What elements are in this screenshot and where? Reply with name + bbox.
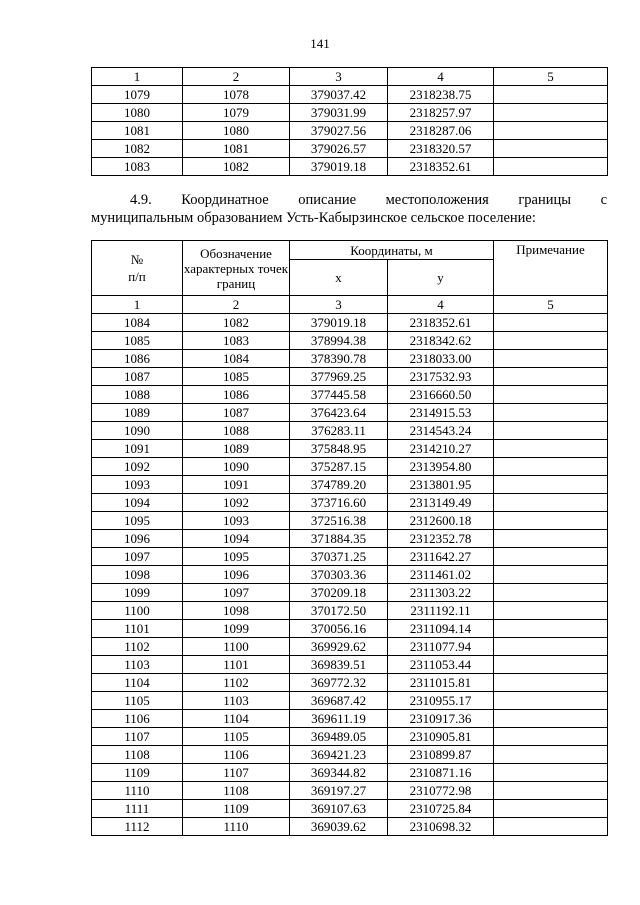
table-cell: 4 bbox=[388, 68, 494, 86]
table-cell: 370303.36 bbox=[290, 566, 388, 584]
section-number: 4.9. bbox=[130, 192, 152, 208]
table-cell: 2 bbox=[183, 296, 290, 314]
table-cell bbox=[494, 350, 608, 368]
table-cell: 1111 bbox=[92, 800, 183, 818]
table-row bbox=[92, 692, 608, 710]
table-cell: 1093 bbox=[92, 476, 183, 494]
table-cell: 2311015.81 bbox=[388, 674, 494, 692]
table-cell: 1106 bbox=[92, 710, 183, 728]
table-cell: 1096 bbox=[92, 530, 183, 548]
table-cell: 5 bbox=[494, 68, 608, 86]
table-cell: 1108 bbox=[183, 782, 290, 800]
table-cell: 1096 bbox=[183, 566, 290, 584]
table-cell: 1100 bbox=[183, 638, 290, 656]
table-cell bbox=[494, 620, 608, 638]
table-cell: 1079 bbox=[183, 104, 290, 122]
table-cell: 1098 bbox=[183, 602, 290, 620]
page-number: 141 bbox=[310, 36, 330, 51]
table-cell: 2318342.62 bbox=[388, 332, 494, 350]
table-cell bbox=[494, 494, 608, 512]
table-cell: 1078 bbox=[183, 86, 290, 104]
table-cell: 369611.19 bbox=[290, 710, 388, 728]
table-cell: 1090 bbox=[183, 458, 290, 476]
table-cell: 1109 bbox=[92, 764, 183, 782]
table-cell: 369929.62 bbox=[290, 638, 388, 656]
table-cell bbox=[494, 458, 608, 476]
table-row bbox=[92, 104, 608, 122]
table-cell: 1092 bbox=[92, 458, 183, 476]
table-cell: 1110 bbox=[183, 818, 290, 836]
table-row bbox=[92, 728, 608, 746]
table-cell: 1103 bbox=[92, 656, 183, 674]
table-cell: 2318033.00 bbox=[388, 350, 494, 368]
table-cell bbox=[494, 746, 608, 764]
table-row bbox=[92, 746, 608, 764]
table-row bbox=[92, 620, 608, 638]
section-heading-line2: муниципальным образованием Усть-Кабырзинское сельское поселение: bbox=[91, 210, 536, 226]
header-y: y bbox=[388, 260, 494, 296]
table-cell: 369421.23 bbox=[290, 746, 388, 764]
header-number-symbol: № bbox=[130, 252, 144, 267]
header-number bbox=[92, 241, 183, 296]
table-cell: 1101 bbox=[92, 620, 183, 638]
table-cell: 1095 bbox=[183, 548, 290, 566]
table-cell: 1107 bbox=[92, 728, 183, 746]
table-cell bbox=[494, 764, 608, 782]
section-word: границы bbox=[518, 192, 572, 208]
table-cell bbox=[494, 158, 608, 176]
table-cell: 1106 bbox=[183, 746, 290, 764]
table-cell: 1105 bbox=[92, 692, 183, 710]
table-cell: 1091 bbox=[92, 440, 183, 458]
table-cell bbox=[494, 440, 608, 458]
table-cell: 4 bbox=[388, 296, 494, 314]
table-cell: 2310955.17 bbox=[388, 692, 494, 710]
table-cell: 377969.25 bbox=[290, 368, 388, 386]
table-cell: 2311077.94 bbox=[388, 638, 494, 656]
table-row bbox=[92, 548, 608, 566]
table-cell: 369687.42 bbox=[290, 692, 388, 710]
table-cell: 369107.63 bbox=[290, 800, 388, 818]
table-cell: 2 bbox=[183, 68, 290, 86]
table-cell: 1083 bbox=[183, 332, 290, 350]
table-cell bbox=[494, 422, 608, 440]
table-cell: 2310871.16 bbox=[388, 764, 494, 782]
table-cell: 1102 bbox=[92, 638, 183, 656]
table-cell bbox=[494, 584, 608, 602]
table-cell: 1100 bbox=[92, 602, 183, 620]
table-cell: 369344.82 bbox=[290, 764, 388, 782]
table-cell: 2310725.84 bbox=[388, 800, 494, 818]
coordinates-table bbox=[91, 240, 608, 836]
table-cell: 1087 bbox=[183, 404, 290, 422]
table-row bbox=[92, 656, 608, 674]
table-cell: 2311642.27 bbox=[388, 548, 494, 566]
table-cell bbox=[494, 104, 608, 122]
table-cell: 1088 bbox=[92, 386, 183, 404]
table-row bbox=[92, 818, 608, 836]
table-cell: 2310772.98 bbox=[388, 782, 494, 800]
table-cell: 1094 bbox=[183, 530, 290, 548]
table-cell: 375287.15 bbox=[290, 458, 388, 476]
table-cell bbox=[494, 404, 608, 422]
table-cell: 2310905.81 bbox=[388, 728, 494, 746]
table-cell: 2311192.11 bbox=[388, 602, 494, 620]
table-cell: 1082 bbox=[183, 158, 290, 176]
table-cell bbox=[494, 140, 608, 158]
table-index-row bbox=[92, 296, 608, 314]
table-row bbox=[92, 122, 608, 140]
table-cell: 1081 bbox=[183, 140, 290, 158]
section-word: с bbox=[600, 192, 607, 208]
table-cell: 1083 bbox=[92, 158, 183, 176]
table-cell: 2311461.02 bbox=[388, 566, 494, 584]
table-cell bbox=[494, 332, 608, 350]
table-cell: 2318352.61 bbox=[388, 158, 494, 176]
table-row bbox=[92, 638, 608, 656]
table-cell: 5 bbox=[494, 296, 608, 314]
table-cell bbox=[494, 674, 608, 692]
table-cell: 2314543.24 bbox=[388, 422, 494, 440]
header-x: x bbox=[290, 260, 388, 296]
table-cell bbox=[494, 476, 608, 494]
table-cell: 2310917.36 bbox=[388, 710, 494, 728]
table-cell: 369772.32 bbox=[290, 674, 388, 692]
table-cell: 1105 bbox=[183, 728, 290, 746]
table-cell: 2314210.27 bbox=[388, 440, 494, 458]
table-cell: 2310698.32 bbox=[388, 818, 494, 836]
table-cell: 379037.42 bbox=[290, 86, 388, 104]
table-cell: 1093 bbox=[183, 512, 290, 530]
table-cell: 2316660.50 bbox=[388, 386, 494, 404]
table-cell: 379019.18 bbox=[290, 314, 388, 332]
table-cell: 1079 bbox=[92, 86, 183, 104]
table-cell: 1112 bbox=[92, 818, 183, 836]
table-cell: 1099 bbox=[92, 584, 183, 602]
table-cell: 2311094.14 bbox=[388, 620, 494, 638]
table-cell: 377445.58 bbox=[290, 386, 388, 404]
table-cell bbox=[494, 548, 608, 566]
table-cell: 1089 bbox=[183, 440, 290, 458]
table-cell: 1085 bbox=[183, 368, 290, 386]
table-cell: 1084 bbox=[183, 350, 290, 368]
table-cell bbox=[494, 800, 608, 818]
table-cell: 370371.25 bbox=[290, 548, 388, 566]
table-cell: 2311053.44 bbox=[388, 656, 494, 674]
table-cell: 1107 bbox=[183, 764, 290, 782]
table-cell bbox=[494, 728, 608, 746]
table-cell: 371884.35 bbox=[290, 530, 388, 548]
table-row bbox=[92, 158, 608, 176]
table-cell bbox=[494, 656, 608, 674]
table-cell: 2318287.06 bbox=[388, 122, 494, 140]
continuation-table bbox=[91, 67, 608, 176]
table-cell: 1085 bbox=[92, 332, 183, 350]
table-cell: 1097 bbox=[183, 584, 290, 602]
table-cell: 1 bbox=[92, 68, 183, 86]
table-cell bbox=[494, 368, 608, 386]
table-cell: 2313954.80 bbox=[388, 458, 494, 476]
table-cell: 2312600.18 bbox=[388, 512, 494, 530]
table-cell: 3 bbox=[290, 68, 388, 86]
table-cell: 374789.20 bbox=[290, 476, 388, 494]
table-cell: 379027.56 bbox=[290, 122, 388, 140]
table-cell: 1088 bbox=[183, 422, 290, 440]
table-cell: 1097 bbox=[92, 548, 183, 566]
section-word: описание bbox=[298, 192, 357, 208]
table-cell: 379031.99 bbox=[290, 104, 388, 122]
table-cell: 1084 bbox=[92, 314, 183, 332]
header-note: Примечание bbox=[494, 241, 608, 296]
table-cell: 2318257.97 bbox=[388, 104, 494, 122]
table-cell: 1109 bbox=[183, 800, 290, 818]
table-row bbox=[92, 350, 608, 368]
table-cell: 378994.38 bbox=[290, 332, 388, 350]
table-cell: 370056.16 bbox=[290, 620, 388, 638]
table-cell: 372516.38 bbox=[290, 512, 388, 530]
table-row bbox=[92, 800, 608, 818]
table-cell: 369839.51 bbox=[290, 656, 388, 674]
table-cell: 1092 bbox=[183, 494, 290, 512]
table-cell: 2318238.75 bbox=[388, 86, 494, 104]
table-cell: 1094 bbox=[92, 494, 183, 512]
table-row bbox=[92, 314, 608, 332]
table-cell: 1082 bbox=[92, 140, 183, 158]
table-row bbox=[92, 140, 608, 158]
table-cell: 378390.78 bbox=[290, 350, 388, 368]
table-cell: 1110 bbox=[92, 782, 183, 800]
table-cell bbox=[494, 638, 608, 656]
header-number-abbr: п/п bbox=[128, 269, 146, 284]
table-cell bbox=[494, 602, 608, 620]
table-cell: 2312352.78 bbox=[388, 530, 494, 548]
table-row bbox=[92, 494, 608, 512]
section-word: местоположения bbox=[385, 192, 489, 208]
table-row bbox=[92, 782, 608, 800]
table-cell bbox=[494, 692, 608, 710]
table-cell bbox=[494, 818, 608, 836]
table-body bbox=[92, 314, 608, 836]
table-cell: 1080 bbox=[183, 122, 290, 140]
table-cell: 373716.60 bbox=[290, 494, 388, 512]
header-designation: Обозначение характерных точек границ bbox=[183, 241, 290, 296]
table-cell: 1103 bbox=[183, 692, 290, 710]
table-cell: 1090 bbox=[92, 422, 183, 440]
table-cell: 1104 bbox=[92, 674, 183, 692]
table-cell: 1082 bbox=[183, 314, 290, 332]
table-cell: 1095 bbox=[92, 512, 183, 530]
table-cell: 1086 bbox=[92, 350, 183, 368]
table-row bbox=[92, 512, 608, 530]
table-cell: 1091 bbox=[183, 476, 290, 494]
table-cell: 2313149.49 bbox=[388, 494, 494, 512]
table-cell bbox=[494, 512, 608, 530]
table-cell bbox=[494, 710, 608, 728]
section-word: Координатное bbox=[181, 192, 269, 208]
table-cell: 376423.64 bbox=[290, 404, 388, 422]
table-cell: 2318352.61 bbox=[388, 314, 494, 332]
table-cell: 2313801.95 bbox=[388, 476, 494, 494]
table-cell: 369197.27 bbox=[290, 782, 388, 800]
table-cell: 1102 bbox=[183, 674, 290, 692]
table-row bbox=[92, 368, 608, 386]
table-row bbox=[92, 476, 608, 494]
table-cell: 369039.62 bbox=[290, 818, 388, 836]
table-row bbox=[92, 86, 608, 104]
table-row bbox=[92, 332, 608, 350]
table-row bbox=[92, 458, 608, 476]
table-cell: 375848.95 bbox=[290, 440, 388, 458]
table-cell: 2318320.57 bbox=[388, 140, 494, 158]
table-cell bbox=[494, 122, 608, 140]
table-cell: 3 bbox=[290, 296, 388, 314]
table-cell: 370172.50 bbox=[290, 602, 388, 620]
table-body bbox=[92, 86, 608, 176]
table-cell: 1081 bbox=[92, 122, 183, 140]
table-cell: 1108 bbox=[92, 746, 183, 764]
table-cell: 379019.18 bbox=[290, 158, 388, 176]
table-cell: 1098 bbox=[92, 566, 183, 584]
table-cell: 376283.11 bbox=[290, 422, 388, 440]
table-row bbox=[92, 602, 608, 620]
table-cell: 369489.05 bbox=[290, 728, 388, 746]
table-cell: 2311303.22 bbox=[388, 584, 494, 602]
table-cell bbox=[494, 530, 608, 548]
table-row bbox=[92, 440, 608, 458]
table-cell: 1 bbox=[92, 296, 183, 314]
table-cell bbox=[494, 566, 608, 584]
table-row bbox=[92, 674, 608, 692]
table-cell bbox=[494, 314, 608, 332]
table-row bbox=[92, 584, 608, 602]
table-cell: 2317532.93 bbox=[388, 368, 494, 386]
header-coordinates: Координаты, м bbox=[290, 241, 494, 260]
table-cell: 2310899.87 bbox=[388, 746, 494, 764]
table-cell: 1101 bbox=[183, 656, 290, 674]
table-row bbox=[92, 566, 608, 584]
table-row bbox=[92, 404, 608, 422]
table-row bbox=[92, 386, 608, 404]
table-cell bbox=[494, 782, 608, 800]
table-row bbox=[92, 422, 608, 440]
table-cell bbox=[494, 386, 608, 404]
table-cell bbox=[494, 86, 608, 104]
table-cell: 1104 bbox=[183, 710, 290, 728]
table-cell: 370209.18 bbox=[290, 584, 388, 602]
table-cell: 379026.57 bbox=[290, 140, 388, 158]
table-row bbox=[92, 764, 608, 782]
section-heading-line1 bbox=[91, 191, 607, 209]
table-cell: 1086 bbox=[183, 386, 290, 404]
table-cell: 1087 bbox=[92, 368, 183, 386]
table-cell: 1089 bbox=[92, 404, 183, 422]
table-row bbox=[92, 530, 608, 548]
section-heading bbox=[91, 191, 607, 227]
table-cell: 2314915.53 bbox=[388, 404, 494, 422]
table-row bbox=[92, 710, 608, 728]
table-cell: 1099 bbox=[183, 620, 290, 638]
table-index-row bbox=[92, 68, 608, 86]
table-cell: 1080 bbox=[92, 104, 183, 122]
